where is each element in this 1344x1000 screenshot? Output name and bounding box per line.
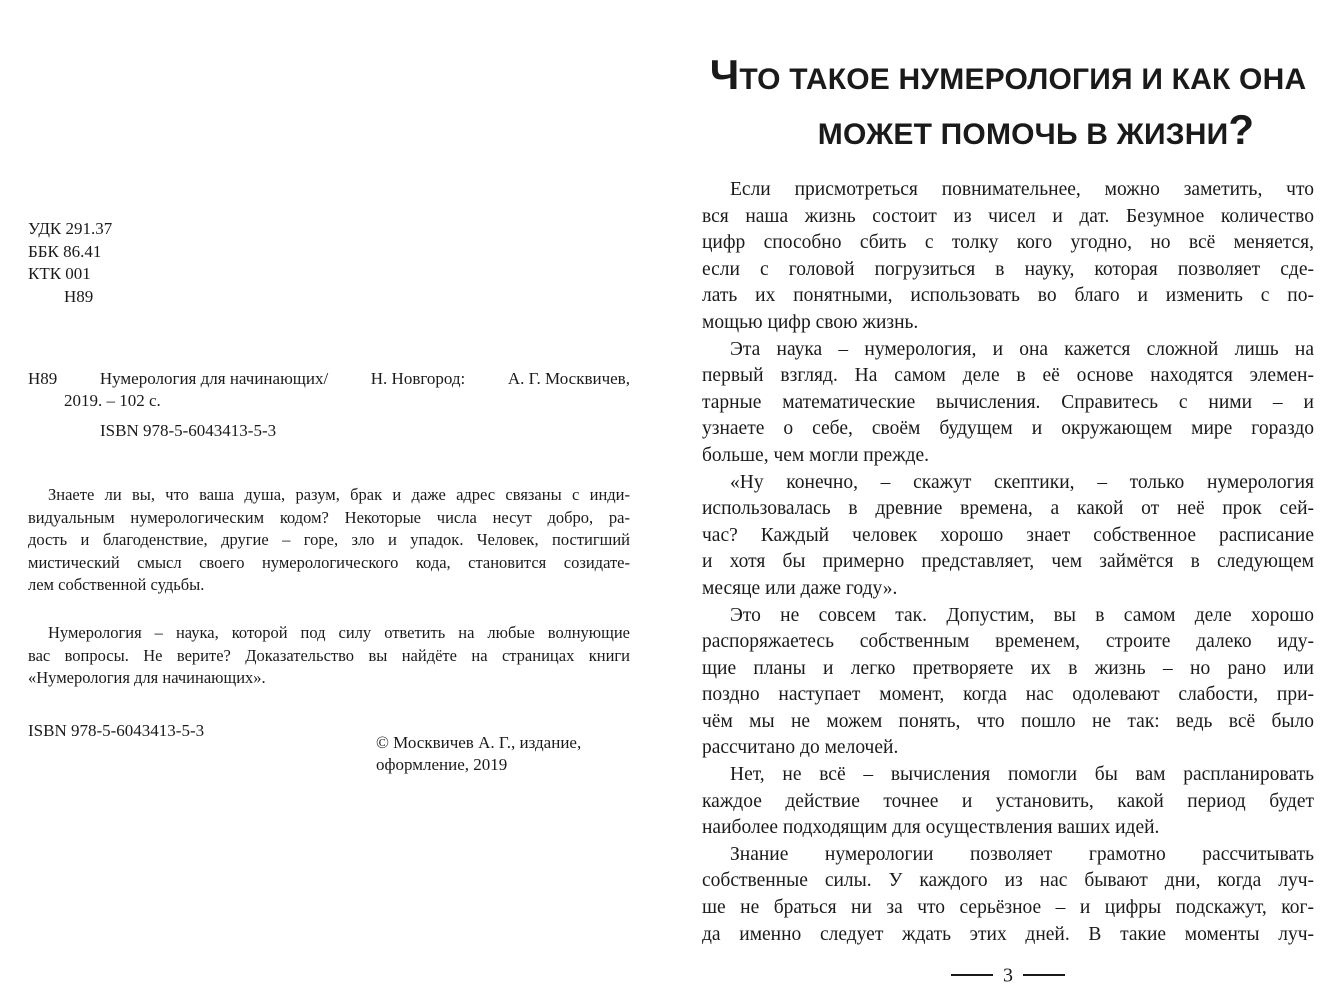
body-line: распоряжаетесь собственным временем, строите далеко иду- xyxy=(702,631,1314,653)
page-number-dash-left xyxy=(951,974,993,976)
annotation-line: Нумерология – наука, которой под силу ответить на любые волнующие xyxy=(48,623,630,642)
bibliographic-line-1 xyxy=(28,368,630,390)
body-line: мощью цифр свою жизнь. xyxy=(702,311,919,333)
copyright-line: оформление, 2019 xyxy=(376,755,508,774)
title-line-1-text: ТО ТАКОЕ НУМЕРОЛОГИЯ И КАК ОНА xyxy=(739,63,1307,96)
body-line: Это не совсем так. Допустим, вы в самом деле хорошо xyxy=(730,604,1314,626)
annotation-line: «Нумерология для начинающих». xyxy=(28,668,266,687)
title-question-mark: ? xyxy=(1228,106,1255,153)
body-paragraph-5 xyxy=(702,762,1314,842)
body-line: «Ну конечно, – скажут скептики, – только нумерология xyxy=(730,471,1314,493)
annotation-paragraph-2 xyxy=(28,622,630,690)
body-line: лать их понятными, использовать во благо и изменить с по- xyxy=(702,285,1314,307)
chapter-title-line-2 xyxy=(672,105,1344,160)
page-number-dash-right xyxy=(1023,974,1065,976)
page-number-value: 3 xyxy=(1003,964,1013,987)
body-line: и хотя бы примерно представляет, чем займётся в следующем xyxy=(702,551,1314,573)
body-line: вся наша жизнь состоит из чисел и дат. Безумное количество xyxy=(702,205,1314,227)
body-line: да именно следует ждать этих дней. В такие моменты луч- xyxy=(702,923,1314,945)
chapter-page xyxy=(672,0,1344,1000)
isbn-bottom: ISBN 978-5-6043413-5-3 xyxy=(28,721,205,740)
chapter-title-line-1 xyxy=(672,50,1344,105)
body-line: щие планы и легко претворяете их в жизнь – но рано или xyxy=(702,657,1314,679)
biblio-isbn: ISBN 978-5-6043413-5-3 xyxy=(100,421,277,440)
body-line: тарные математические вычисления. Справитесь с ними – и xyxy=(702,391,1314,413)
biblio-title: Нумерология для начинающих/ xyxy=(99,369,329,388)
biblio-mark: Н89 xyxy=(28,369,58,388)
body-line: Нет, не всё – вычисления помогли бы вам распланировать xyxy=(730,764,1314,786)
annotation-line: Знаете ли вы, что ваша душа, разум, брак и даже адрес связаны с инди- xyxy=(48,485,630,504)
annotation-line: дость и благоденствие, другие – горе, зло и упадок. Человек, постигший xyxy=(28,530,630,549)
body-line: Эта наука – нумерология, и она кажется сложной лишь на xyxy=(730,338,1314,360)
body-line: чём мы не можем понять, что пошло не так: ведь всё было xyxy=(702,710,1314,732)
body-line: Если присмотреться повнимательнее, можно заметить, что xyxy=(730,179,1314,200)
body-line: цифр способно сбить с толку кого угодно, но всё меняется, xyxy=(702,232,1314,254)
udk-code: УДК 291.37 xyxy=(28,219,113,238)
classification-block xyxy=(28,218,112,308)
body-line: каждое действие точнее и установить, какой период будет xyxy=(702,790,1314,812)
annotation-line: лем собственной судьбы. xyxy=(28,575,205,594)
body-line: узнаете о себе, своём будущем и окружающем мире гораздо xyxy=(702,418,1314,440)
body-line: использовалась в древние времена, а какой от неё прок сей- xyxy=(702,498,1314,520)
copyright-line: © Москвичев А. Г., издание, xyxy=(376,733,582,752)
page-number xyxy=(672,960,1344,989)
body-line: собственные силы. У каждого из нас бывают дни, когда луч- xyxy=(702,870,1314,892)
chapter-title xyxy=(672,50,1344,160)
body-paragraph-6 xyxy=(702,842,1314,948)
biblio-year-pages: 2019. – 102 с. xyxy=(64,391,161,410)
body-paragraph-1 xyxy=(702,177,1314,337)
annotation-paragraph-1 xyxy=(28,484,630,597)
body-paragraph-3 xyxy=(702,470,1314,603)
body-line: час? Каждый человек хорошо знает собственное расписание xyxy=(702,524,1314,546)
copyright-notice xyxy=(376,732,581,776)
biblio-city: Н. Новгород: xyxy=(370,369,466,388)
body-line: первый взгляд. На самом деле в её основе находятся элемен- xyxy=(702,365,1314,387)
annotation-line: видуальным нумерологическим кодом? Некоторые числа несут добро, ра- xyxy=(28,507,630,527)
body-paragraph-4 xyxy=(702,603,1314,763)
body-line: Знание нумерологии позволяет грамотно рассчитывать xyxy=(730,843,1314,865)
body-paragraph-2 xyxy=(702,337,1314,470)
title-initial-letter: Ч xyxy=(709,51,740,98)
body-line: ше не браться ни за что серьёзное – и цифры подскажут, ког- xyxy=(702,897,1314,919)
biblio-publisher: А. Г. Москвичев, xyxy=(507,369,630,388)
bibliographic-record xyxy=(28,368,630,442)
body-line: месяце или даже году». xyxy=(702,577,898,599)
body-line: если с головой погрузиться в науку, которая позволяет сде- xyxy=(702,258,1314,280)
author-mark: Н89 xyxy=(64,286,94,306)
ktk-code: КТК 001 xyxy=(28,264,91,283)
body-line: поздно наступает момент, когда нас одолевают слабости, при- xyxy=(702,684,1314,706)
body-line: рассчитано до мелочей. xyxy=(702,737,899,759)
bbk-code: ББК 86.41 xyxy=(28,241,102,261)
chapter-body xyxy=(702,177,1314,948)
body-line: наиболее подходящим для осуществления ваших идей. xyxy=(702,817,1160,839)
title-line-2-text: МОЖЕТ ПОМОЧЬ В ЖИЗНИ xyxy=(817,118,1229,151)
annotation-line: вас вопросы. Не верите? Доказательство вы найдёте на страницах книги xyxy=(28,645,630,665)
body-line: больше, чем могли прежде. xyxy=(702,444,930,466)
annotation-line: мистический смысл своего нумерологического кода, становится созидате- xyxy=(28,552,630,572)
